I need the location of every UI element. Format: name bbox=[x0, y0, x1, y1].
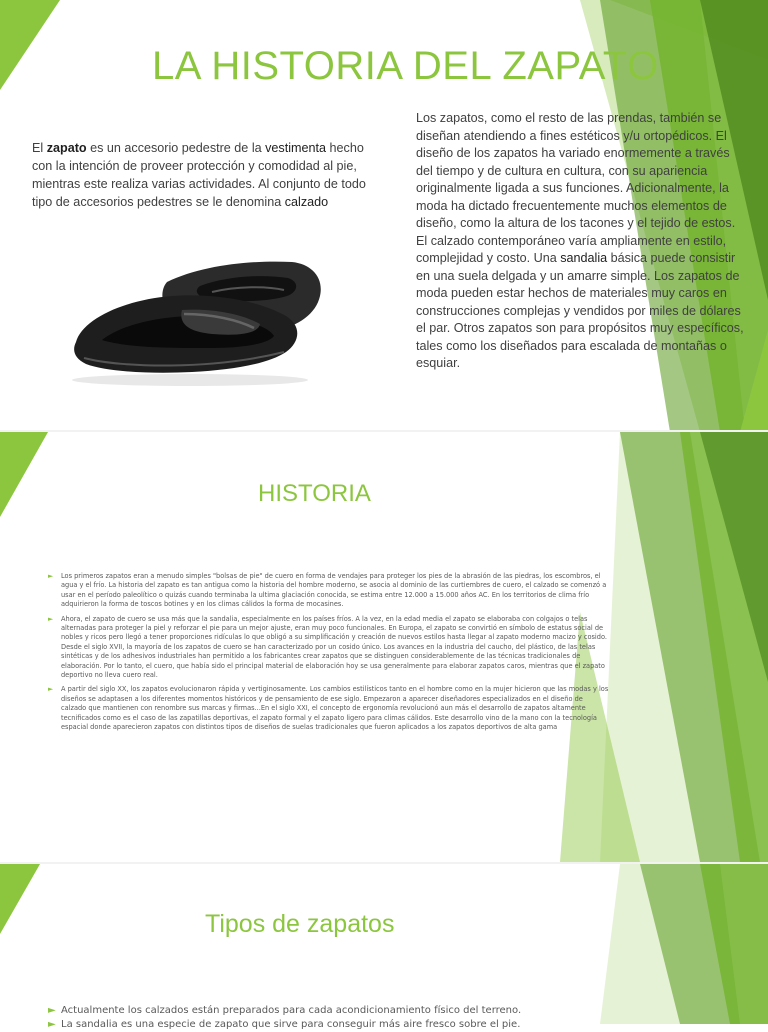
description-p2-a: El calzado contemporáneo varía ampliamente en estilo, complejidad y costo. Una bbox=[416, 233, 727, 265]
arrow-bullet-icon: ► bbox=[48, 1005, 56, 1016]
green-decoration bbox=[0, 864, 768, 1024]
description-p2-b: básica puede consistir en una suela delgada y un amarre simple. Los zapatos de moda pueden estar hechos de materiales muy caros en construcciones complejas y vendidos por miles de dólares el par. Otros zapatos son para propósitos muy específicos, tales como los diseñados para escalada de montañas o esquiar. bbox=[416, 251, 744, 370]
calzado-term: calzado bbox=[284, 195, 329, 209]
list-item bbox=[48, 1004, 608, 1018]
history-list bbox=[48, 572, 610, 738]
list-item bbox=[48, 1018, 608, 1032]
types-list bbox=[48, 1004, 608, 1032]
vestimenta-term: vestimenta bbox=[265, 141, 327, 155]
list-item-text: A partir del siglo XX, los zapatos evolucionaron rápida y vertiginosamente. Los cambios estilísticos tanto en el hombre como en la mujer hicieron que las modas y los diseños se adaptasen a los diferentes momentos históricos y de pensamiento de ese siglo. Empezaron a aparecer diseñadores especializados en el diseño de calzado que mantienen con renombre sus marcas y firmas...En el siglo XXI, el concepto de ergonomía revolucionó aun más el desarrollo de zapatos altamente tecnificados como es el caso de las zapatillas deportivas, el zapato formal y el zapato ligero para climas cálidos. Este desarrollo vino de la mano con la tecnología espacial donde aparecieron zapatos con distintos tipos de diseños de suelas tradicionales que fueron aplicados a los zapatos deportivos de alta gama bbox=[61, 685, 609, 732]
slide-3 bbox=[0, 864, 768, 1030]
arrow-bullet-icon: ► bbox=[48, 1019, 56, 1030]
slide-1 bbox=[0, 0, 768, 432]
list-item-text: Los primeros zapatos eran a menudo simples "bolsas de pie" de cuero en forma de vendajes para proteger los pies de la abrasión de las piedras, los escombros, el agua y el frío. La historia del zapato es tan antigua como la historia del hombre moderno, se asocia al dominio de las curtiembres de cuero, el calzado se comenzó a usar en el período paleolítico o quizás cuando terminaba la ultima glaciación conocida, se estima entre 12.000 a 15.000 años AC. En los territorios de clima frío adquirieron la forma de toscos botines y en los climas cálidos la forma de mocasines. bbox=[61, 572, 607, 609]
intro-text-2: es un accesorio pedestre de la bbox=[86, 141, 266, 155]
list-item bbox=[48, 572, 610, 610]
shoe-photo bbox=[62, 230, 328, 390]
section-title: Tipos de zapatos bbox=[205, 910, 395, 938]
section-title: HISTORIA bbox=[258, 480, 371, 507]
arrow-bullet-icon: ► bbox=[48, 614, 54, 623]
sandalia-term: sandalia bbox=[560, 251, 608, 265]
list-item-text: La sandalia es una especie de zapato que sirve para conseguir más aire fresco sobre el pie. bbox=[61, 1019, 521, 1030]
zapato-term: zapato bbox=[46, 141, 87, 155]
arrow-bullet-icon: ► bbox=[48, 685, 54, 694]
slide-2 bbox=[0, 432, 768, 864]
list-item-text: Ahora, el zapato de cuero se usa más que la sandalia, especialmente en los países fríos. A la vez, en la edad media el zapato se elaboraba con colgajos o telas alternadas para proteger la piel y reforzar el pie para un mejor ajuste, eran muy poco funcionales. En Europa, el zapato se convirtió en símbolo de estatus social de nobles y ricos pero llegó a tener proporciones ridículas lo que obligó a su simplificación y creación de nuevos estilos hasta llegar al zapato moderno macizo y cosido. Desde el siglo XVII, la mayoría de los zapatos de cuero se han caracterizado por un cosido único. Los avances en la industria del caucho, del plástico, de las telas sintéticas y de los adhesivos industriales han permitido a los fabricantes crear zapatos que se distinguen considerablemente de las técnicas tradicionales de elaboración. Por lo tanto, el cuero, que había sido el principal material de elaboración hoy se usa generalmente para elaborar zapatos caros, mientras que el zapato deportivo no lleva cuero real. bbox=[61, 614, 607, 680]
description-p1: Los zapatos, como el resto de las prendas, también se diseñan atendiendo a fines estéticos y/u ortopédicos. El diseño de los zapatos ha variado enormemente a través del tiempo y de cultura en cultura, con su apariencia originalmente ligada a sus funciones. Adicionalmente, la moda ha dictado frecuentemente muchos elementos de diseño, como la altura de los tacones y el tejido de estos. bbox=[416, 111, 736, 230]
page-title: LA HISTORIA DEL ZAPATO bbox=[152, 44, 659, 88]
intro-text-1: El bbox=[32, 141, 47, 155]
description-p2 bbox=[416, 233, 746, 373]
intro-text-3: hecho con la intención de proveer protección y comodidad al pie, mientras este realiza varias actividades. Al conjunto de todo tipo de accesorios pedestres se le denomina bbox=[32, 141, 366, 209]
list-item bbox=[48, 685, 610, 732]
arrow-bullet-icon: ► bbox=[48, 572, 54, 580]
list-item-text: Actualmente los calzados están preparados para cada acondicionamiento físico del terreno. bbox=[61, 1005, 522, 1016]
list-item bbox=[48, 615, 610, 681]
intro-paragraph bbox=[32, 139, 372, 211]
description-paragraph bbox=[416, 110, 746, 373]
